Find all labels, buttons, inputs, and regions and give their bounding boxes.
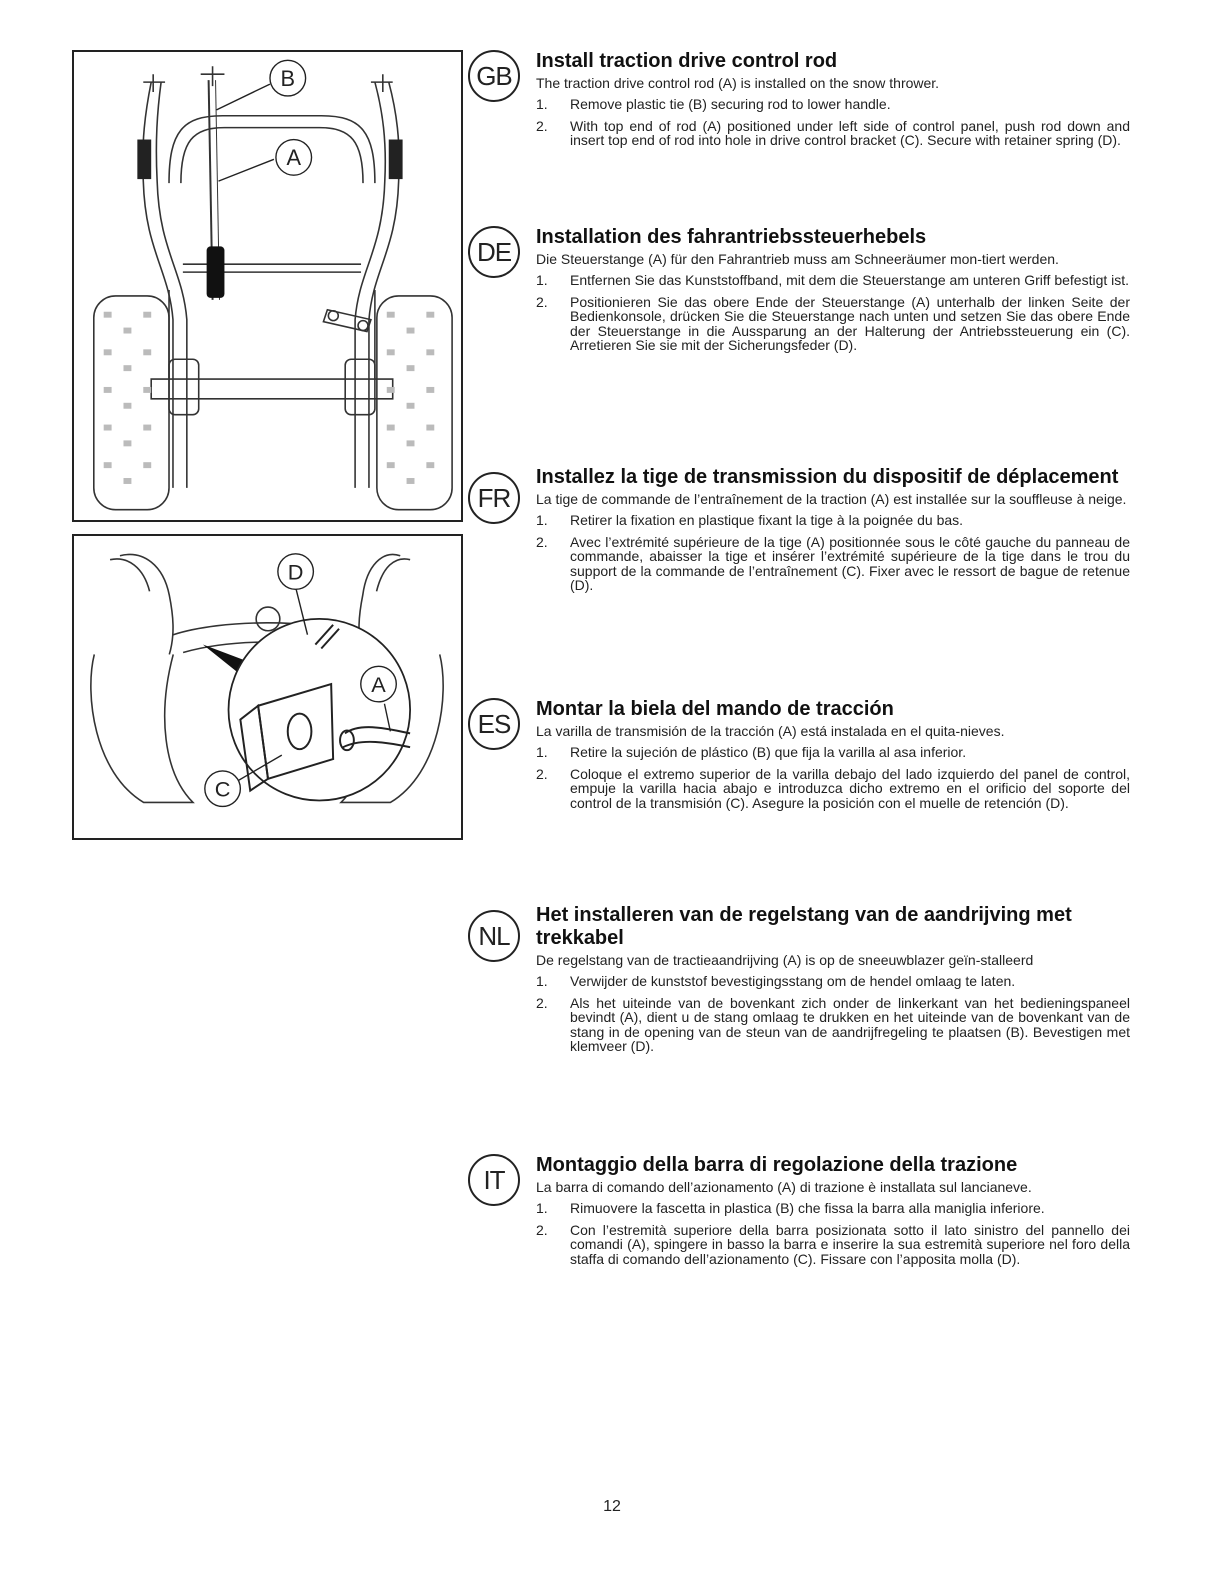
step-number: 2. [536, 765, 548, 782]
step-number: 2. [536, 994, 548, 1011]
language-badge-de: DE [468, 226, 520, 278]
step-number: 2. [536, 1221, 548, 1238]
section-title: Installez la tige de transmission du dispositif de déplacement [536, 466, 1119, 488]
step-item [536, 974, 1130, 989]
step-list [536, 1201, 1130, 1266]
step-text: Rimuovere la fascetta in plastica (B) che fissa la barra alla maniglia inferiore. [570, 1200, 1045, 1216]
snow-thrower-handle-illustration [74, 52, 461, 520]
step-text: Retirer la fixation en plastique fixant la tige à la poignée du bas. [570, 512, 964, 528]
section-nl [468, 904, 1130, 1061]
section-title: Installation des fahrantriebssteuerhebels [536, 226, 927, 248]
step-item [536, 1201, 1130, 1216]
step-text: Avec l’extrémité supérieure de la tige (A) positionnée sous le côté gauche du panneau de commande, abaisser la tige et insérer l’extrémité supérieure de la tige dans le trou du support de la commande de l’entraînement (C). Fixer avec le ressort de bague de retenue (D). [570, 533, 1130, 593]
section-title: Het installeren van de regelstang van de aandrijving met trekkabel [536, 904, 1072, 949]
step-list [536, 974, 1130, 1054]
step-text: Con l’estremità superiore della barra posizionata sotto il lato sinistro del pannello dei comandi (A), spingere in basso la barra e inserire la sua estremità superiore nel foro della staffa di comando dell’azionamento (C). Fissare con l’apposita molla (D). [570, 1221, 1130, 1267]
step-text: Retire la sujeción de plástico (B) que fija la varilla al asa inferior. [570, 744, 967, 760]
step-text: Positionieren Sie das obere Ende der Steuerstange (A) unterhalb der linken Seite der Bedienkonsole, drücken Sie die Steuerstange nach unten und setzen Sie das obere Ende der Steuerstange in die Aussparung an der Halterung der Antriebssteuerung ein (C). Arretieren Sie sie mit der Sicherungsfeder (D). [570, 293, 1130, 353]
step-item [536, 996, 1130, 1054]
section-title: Install traction drive control rod [536, 50, 838, 72]
language-badge-fr: FR [468, 472, 520, 524]
section-intro: Die Steuerstange (A) für den Fahrantrieb muss am Schneeräumer mon-tiert werden. [536, 251, 1059, 267]
step-item [536, 273, 1130, 288]
section-de [468, 226, 1130, 360]
step-item [536, 295, 1130, 353]
section-intro: La barra di comando dell’azionamento (A) di trazione è installata sul lancianeve. [536, 1179, 1032, 1195]
step-item [536, 119, 1130, 148]
section-gb [468, 50, 1130, 155]
section-title: Montar la biela del mando de tracción [536, 698, 894, 720]
page-number: 12 [603, 1498, 621, 1515]
step-text: Als het uiteinde van de bovenkant zich onder de linkerkant van het bedieningspaneel bevindt (A), dient u de stang omlaag te drukken en het uiteinde van de bovenkant van de stang in de opening van de steun van de aandrijfregeling te plaatsen (B). Bevestigen met klemveer (D). [570, 994, 1130, 1054]
right-grip-icon [389, 140, 403, 180]
rod-grip-icon [207, 246, 225, 297]
language-badge-it: IT [468, 1154, 520, 1206]
step-item [536, 767, 1130, 811]
section-es [468, 698, 1130, 817]
callout-a-label: A [286, 145, 301, 171]
step-number: 1. [536, 512, 548, 528]
section-intro: The traction drive control rod (A) is installed on the snow thrower. [536, 75, 940, 91]
section-fr [468, 466, 1130, 600]
step-number: 1. [536, 744, 548, 760]
section-it [468, 1154, 1130, 1273]
drive-control-bracket-illustration [74, 536, 461, 838]
step-item [536, 513, 1130, 528]
step-number: 1. [536, 973, 548, 989]
section-intro: La tige de commande de l’entraînement de la traction (A) est installée sur la souffleuse à neige. [536, 491, 1127, 507]
language-badge-gb: GB [468, 50, 520, 102]
language-badge-es: ES [468, 698, 520, 750]
detail-zoom-circle [229, 619, 411, 801]
section-title: Montaggio della barra di regolazione della trazione [536, 1154, 1018, 1176]
step-item [536, 745, 1130, 760]
step-text: Verwijder de kunststof bevestigingsstang om de hendel omlaag te laten. [570, 973, 1016, 989]
step-list [536, 745, 1130, 810]
step-text: Coloque el extremo superior de la varilla debajo del lado izquierdo del panel de control, empuje la varilla hacia abajo e introduzca dicho extremo en el orificio del soporte del control de la transmisión (C). Asegure la posición con el muelle de retención (D). [570, 765, 1130, 811]
section-intro: De regelstang van de tractieaandrijving (A) is op de sneeuwblazer geïn-stalleerd [536, 952, 1034, 968]
figure-control-rod-overview [72, 50, 463, 522]
left-grip-icon [137, 140, 151, 180]
step-text: Remove plastic tie (B) securing rod to lower handle. [570, 96, 891, 112]
step-list [536, 273, 1130, 353]
step-text: Entfernen Sie das Kunststoffband, mit dem die Steuerstange am unteren Griff befestigt ist. [570, 272, 1130, 288]
step-number: 2. [536, 117, 548, 134]
section-intro: La varilla de transmisión de la tracción (A) está instalada en el quita-nieves. [536, 723, 1005, 739]
step-item [536, 1223, 1130, 1267]
callout-c-label: C [214, 776, 231, 802]
callout-a-bottom-label: A [371, 671, 386, 697]
step-number: 1. [536, 272, 548, 288]
step-number: 1. [536, 1200, 548, 1216]
callout-d-label: D [287, 559, 304, 585]
step-item [536, 97, 1130, 112]
step-list [536, 513, 1130, 593]
step-list [536, 97, 1130, 148]
language-badge-nl: NL [468, 910, 520, 962]
callout-b-label: B [280, 66, 296, 92]
figure-bracket-detail [72, 534, 463, 840]
step-item [536, 535, 1130, 593]
step-number: 1. [536, 96, 548, 112]
step-number: 2. [536, 533, 548, 550]
step-number: 2. [536, 293, 548, 310]
step-text: With top end of rod (A) positioned under left side of control panel, push rod down and insert top end of rod into hole in drive control bracket (C). Secure with retainer spring (D). [570, 117, 1130, 148]
